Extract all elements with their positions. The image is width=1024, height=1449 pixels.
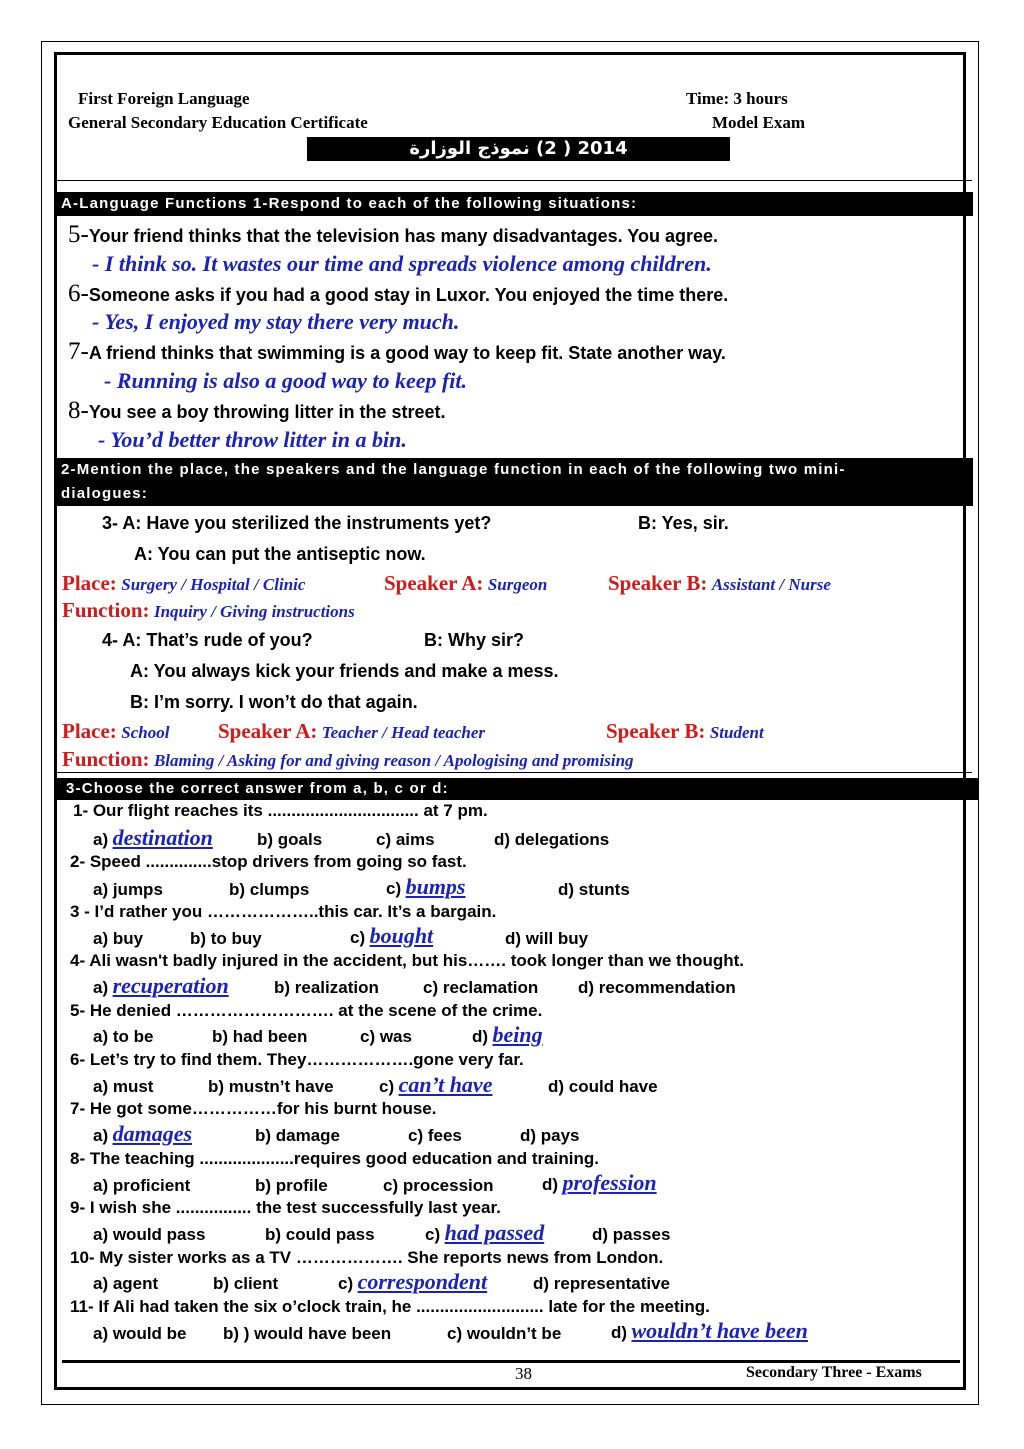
question-number: 8- — [68, 397, 89, 424]
mcq-options-10-c — [338, 1269, 487, 1295]
mcq-question-5: 5- He denied ………………………. at the scene of the crime. — [70, 1001, 543, 1020]
question-text: 1- Our flight reaches its ................................ at 7 — [73, 801, 453, 820]
question-number: 6- — [68, 280, 89, 307]
mcq-question-4: 4- Ali wasn't badly injured in the accident, but his……. took longer than we thought. — [70, 951, 744, 970]
dialogue-4-speaker-b-row — [606, 719, 764, 744]
option-c: c) — [379, 1077, 395, 1096]
correct-answer-mark: being — [492, 1022, 543, 1047]
option-b: b) realization — [274, 978, 379, 997]
dialogue-4-function-row — [62, 747, 634, 772]
mcq-options-6-c — [379, 1072, 492, 1098]
mcq-options-5-d — [472, 1022, 543, 1048]
place-label: Place: — [62, 719, 117, 743]
correct-answer-mark: bumps — [405, 874, 466, 899]
dialogue-4-line-3: B: I’m sorry. I won’t do that again. — [130, 692, 418, 712]
mcq-options-2-c — [386, 874, 466, 900]
place-value: School — [121, 723, 170, 742]
option-c: c) — [350, 928, 366, 947]
speaker-b-value: Student — [709, 723, 764, 742]
correct-answer-mark: bought — [369, 923, 434, 948]
answer-6: - Yes, I enjoyed my stay there very much. — [92, 309, 460, 334]
option-c: c) wouldn’t be — [447, 1324, 562, 1343]
question-text: A friend thinks that swimming is a good way to keep fit. State another way. — [88, 343, 726, 363]
dialogue-3-line-1b: B: Yes, sir. — [638, 513, 729, 533]
function-value: Blaming / Asking for and giving reason / Apologising and promising — [153, 751, 634, 770]
footer-label: Secondary Three - Exams — [746, 1364, 922, 1381]
option-b: b) to buy — [190, 929, 262, 948]
speaker-b-label: Speaker B: — [606, 719, 706, 743]
option-a: a) would pass — [93, 1225, 206, 1244]
option-d: d) representative — [533, 1274, 670, 1293]
answer-8: - You’d better throw litter in a bin. — [98, 427, 407, 452]
question-text: Your friend thinks that the television has many disadvantages. You agree. — [88, 226, 718, 246]
option-a: a) — [93, 1126, 109, 1145]
dialogue-4-place-row — [62, 719, 169, 744]
question-text: Someone asks if you had a good stay in Luxor. You enjoyed the time there. — [88, 285, 729, 305]
option-a: a) jumps — [93, 880, 163, 899]
exam-type-label: Model Exam — [712, 113, 806, 132]
option-c: c) aims — [376, 830, 435, 849]
footer-rule — [62, 1360, 960, 1363]
option-c: c) was — [360, 1027, 412, 1046]
section-3-heading: 3-Choose the correct answer from a, b, c or d: — [57, 778, 979, 800]
section-2-heading-line-2: dialogues: — [61, 485, 149, 502]
speaker-a-label: Speaker A: — [218, 719, 318, 743]
correct-answer-mark: profession — [562, 1170, 657, 1195]
option-b: b) could pass — [265, 1225, 375, 1244]
speaker-a-label: Speaker A: — [384, 571, 484, 595]
dialogue-3-line-1a: 3- A: Have you sterilized the instruments yet? — [102, 513, 492, 533]
mcq-question-2: 2- Speed ..............stop drivers from going so fast. — [70, 852, 467, 871]
option-b: b) ) would have been — [223, 1324, 392, 1343]
answer-7: - Running is also a good way to keep fit. — [104, 368, 468, 393]
mcq-options-9-c — [425, 1220, 544, 1246]
mcq-question-1 — [73, 801, 488, 821]
correct-answer-mark: had passed — [444, 1220, 545, 1245]
option-b: b) mustn’t have — [208, 1077, 334, 1096]
mcq-options-7-a — [93, 1121, 192, 1147]
option-a: a) would be — [93, 1324, 187, 1343]
mcq-question-3: 3 - I’d rather you ………………..this car. It’s a bargain. — [70, 902, 497, 921]
option-d: d) could have — [548, 1077, 658, 1096]
mcq-options-3-c — [350, 923, 433, 949]
correct-answer-mark: destination — [112, 825, 213, 850]
speaker-b-value: Assistant / Nurse — [711, 575, 831, 594]
question-5 — [68, 221, 718, 249]
option-a: a) agent — [93, 1274, 159, 1293]
mcq-question-6: 6- Let’s try to find them. They……………….gone very far. — [70, 1050, 524, 1069]
option-b: b) clumps — [229, 880, 310, 899]
mcq-question-8: 8- The teaching ....................requires good education and training. — [70, 1149, 599, 1168]
section-2-heading — [57, 458, 973, 506]
dialogue-3-function-row — [62, 598, 355, 623]
option-b: b) goals — [257, 830, 323, 849]
place-value: Surgery / Hospital / Clinic — [121, 575, 306, 594]
option-c: c) — [425, 1225, 441, 1244]
section-2-heading-line-1: 2-Mention the place, the speakers and the language function in each of the following two mini- — [61, 461, 846, 478]
correct-answer-mark: wouldn’t have been — [631, 1318, 808, 1343]
mcq-options-4-a — [93, 973, 229, 999]
dialogue-4-speaker-a-row — [218, 719, 485, 744]
question-number: 5- — [68, 221, 89, 248]
option-d: d) recommendation — [578, 978, 736, 997]
option-c: c) fees — [408, 1126, 462, 1145]
option-d: d) — [542, 1175, 559, 1194]
certificate-label: General Secondary Education Certificate — [68, 113, 368, 132]
question-text: You see a boy throwing litter in the street. — [88, 402, 446, 422]
mcq-options-8-d — [542, 1170, 657, 1196]
dialogue-4-line-1a: 4- A: That’s rude of you? — [102, 630, 313, 650]
option-d: d) stunts — [558, 880, 630, 899]
option-a: a) — [93, 830, 109, 849]
answer-5: - I think so. It wastes our time and spreads violence among children. — [92, 251, 712, 276]
dialogue-4-line-2: A: You always kick your friends and make a mess. — [130, 661, 559, 681]
correct-answer-mark: damages — [112, 1121, 193, 1146]
option-d: d) delegations — [494, 830, 610, 849]
mcq-question-11: 11- If Ali had taken the six o’clock train, he ........................... late for the meeting. — [70, 1297, 710, 1316]
dialogue-3-line-2: A: You can put the antiseptic now. — [134, 544, 426, 564]
question-tail: pm. — [457, 801, 488, 820]
dialogue-4-line-1b: B: Why sir? — [424, 630, 525, 650]
mcq-options-1 — [93, 825, 213, 851]
option-c: c) procession — [383, 1176, 494, 1195]
time-label: Time: 3 hours — [686, 89, 788, 108]
option-b: b) had been — [212, 1027, 308, 1046]
function-value: Inquiry / Giving instructions — [153, 602, 355, 621]
function-label: Function: — [62, 598, 150, 622]
dialogue-3-place-row — [62, 571, 305, 596]
subject-label: First Foreign Language — [78, 89, 250, 108]
option-a: a) buy — [93, 929, 144, 948]
option-b: b) client — [213, 1274, 279, 1293]
function-label: Function: — [62, 747, 150, 771]
mcq-options-11-d — [611, 1318, 808, 1344]
option-a: a) — [93, 978, 109, 997]
dialogue-3-speaker-a-row — [384, 571, 547, 596]
dialogue-3-speaker-b-row — [608, 571, 831, 596]
option-a: a) must — [93, 1077, 154, 1096]
section-divider — [57, 772, 972, 773]
option-a: a) to be — [93, 1027, 154, 1046]
option-c: c) — [338, 1274, 354, 1293]
mcq-question-9: 9- I wish she ................ the test successfully last year. — [70, 1198, 501, 1217]
exam-title-bar — [307, 137, 730, 161]
option-d: d) passes — [592, 1225, 671, 1244]
exam-title: 2014 ( 2) نموذج الوزارة — [409, 138, 628, 159]
mcq-question-7: 7- He got some……………for his burnt house. — [70, 1099, 437, 1118]
option-c: c) reclamation — [423, 978, 539, 997]
question-number: 7- — [68, 338, 89, 365]
question-8 — [68, 397, 446, 425]
option-d: d) pays — [520, 1126, 580, 1145]
question-6 — [68, 280, 728, 308]
page-number: 38 — [515, 1364, 532, 1383]
speaker-a-value: Teacher / Head teacher — [321, 723, 486, 742]
section-a-heading: A-Language Functions 1-Respond to each of the following situations: — [57, 192, 973, 216]
option-b: b) damage — [255, 1126, 341, 1145]
option-c: c) — [386, 879, 402, 898]
correct-answer-mark: can’t have — [398, 1072, 493, 1097]
option-b: b) profile — [255, 1176, 328, 1195]
correct-answer-mark: correspondent — [357, 1269, 488, 1294]
option-a: a) proficient — [93, 1176, 191, 1195]
mcq-question-10: 10- My sister works as a TV ………………. She reports news from London. — [70, 1248, 664, 1267]
speaker-a-value: Surgeon — [487, 575, 548, 594]
option-d: d) will buy — [505, 929, 589, 948]
option-d: d) — [611, 1323, 628, 1342]
question-7 — [68, 338, 726, 366]
place-label: Place: — [62, 571, 117, 595]
header-divider — [57, 180, 972, 181]
speaker-b-label: Speaker B: — [608, 571, 708, 595]
correct-answer-mark: recuperation — [112, 973, 229, 998]
option-d: d) — [472, 1027, 489, 1046]
